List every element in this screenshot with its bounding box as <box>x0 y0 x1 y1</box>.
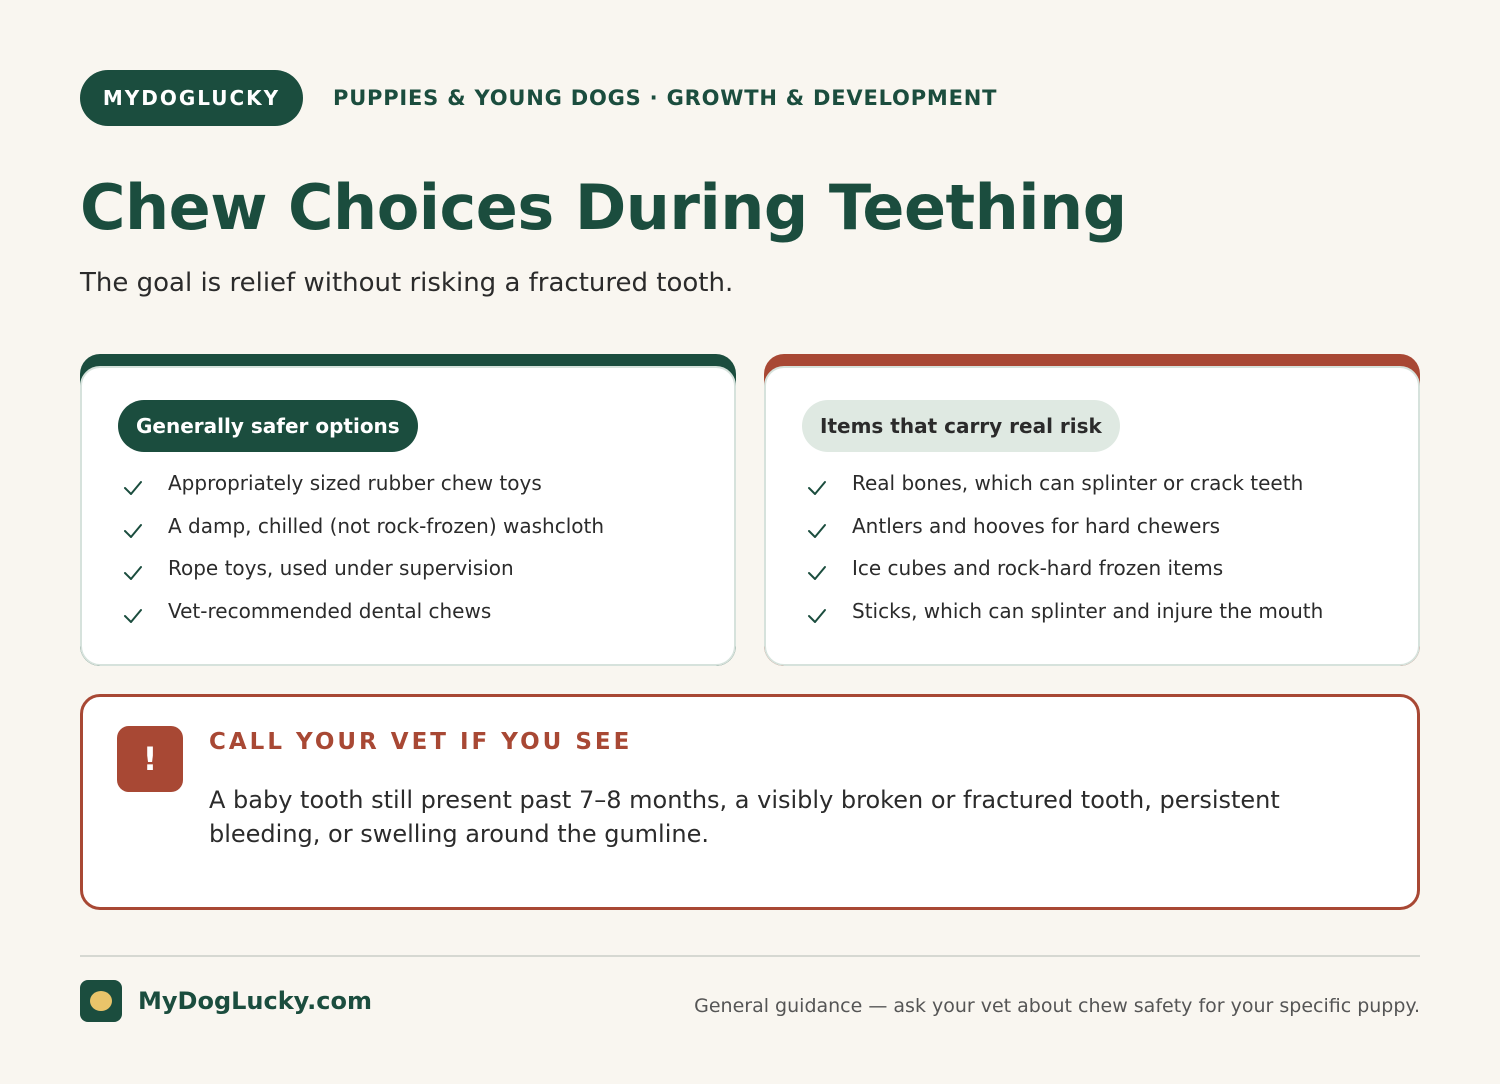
alert-body: A baby tooth still present past 7–8 months, a visibly broken or fractured tooth, persistent bleeding, or swelling around the gumline. <box>209 786 1280 848</box>
checkmark-icon <box>806 562 828 584</box>
logo-dot <box>90 991 112 1011</box>
risky-items-label: Items that carry real risk <box>802 400 1120 452</box>
footer-divider <box>80 955 1420 957</box>
checkmark-icon <box>122 520 144 542</box>
brand-badge: MYDOGLUCKY <box>80 70 303 126</box>
footer-disclaimer: General guidance — ask your vet about chew safety for your specific puppy. <box>694 995 1420 1017</box>
safe-options-card <box>80 354 736 666</box>
logo-icon <box>80 980 122 1022</box>
checkmark-icon <box>806 477 828 499</box>
list-item <box>806 547 1323 590</box>
list-item <box>806 462 1323 505</box>
safe-options-label: Generally safer options <box>118 400 418 452</box>
risky-items-list <box>806 462 1323 632</box>
alert-heading: CALL YOUR VET IF YOU SEE <box>209 729 633 755</box>
checkmark-icon <box>806 520 828 542</box>
list-item <box>122 505 604 548</box>
category-breadcrumb: PUPPIES & YOUNG DOGS · GROWTH & DEVELOPMENT <box>333 86 998 110</box>
list-item <box>806 505 1323 548</box>
checkmark-icon <box>122 562 144 584</box>
list-item-text: A damp, chilled (not rock-frozen) washcloth <box>168 513 605 538</box>
list-item-text: Rope toys, used under supervision <box>168 556 514 581</box>
list-item-text: Appropriately sized rubber chew toys <box>168 471 542 496</box>
risky-items-card-body <box>764 366 1420 666</box>
list-item-text: Vet-recommended dental chews <box>168 598 492 623</box>
warning-icon: ! <box>117 726 183 792</box>
list-item-text: Ice cubes and rock-hard frozen items <box>852 556 1224 581</box>
checkmark-icon <box>122 477 144 499</box>
list-item <box>122 590 604 633</box>
list-item <box>122 547 604 590</box>
list-item <box>122 462 604 505</box>
page-subtitle: The goal is relief without risking a fractured tooth. <box>80 268 734 298</box>
list-item <box>806 590 1323 633</box>
vet-alert-box <box>80 694 1420 910</box>
page-title: Chew Choices During Teething <box>80 171 1127 244</box>
checkmark-icon <box>806 605 828 627</box>
list-item-text: Sticks, which can splinter and injure the mouth <box>852 598 1324 623</box>
list-item-text: Real bones, which can splinter or crack teeth <box>852 471 1304 496</box>
footer-site-link[interactable]: MyDogLucky.com <box>138 987 372 1015</box>
list-item-text: Antlers and hooves for hard chewers <box>852 513 1221 538</box>
safe-options-card-body <box>80 366 736 666</box>
checkmark-icon <box>122 605 144 627</box>
safe-options-list <box>122 462 604 632</box>
risky-items-card <box>764 354 1420 666</box>
